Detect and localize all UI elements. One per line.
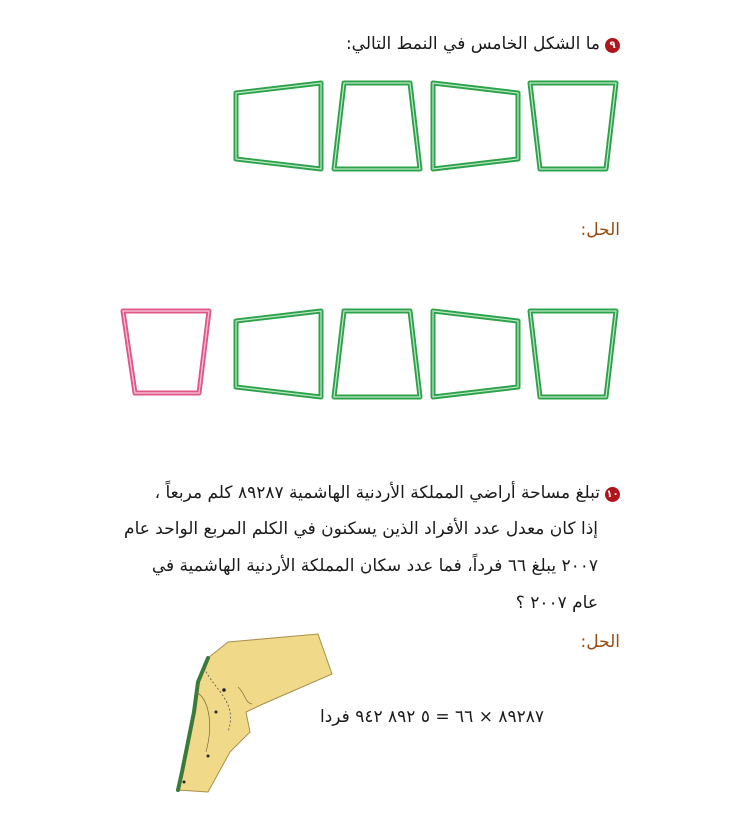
question-number-badge: ٩ bbox=[605, 38, 620, 53]
question-9-text: ما الشكل الخامس في النمط التالي: bbox=[345, 34, 600, 54]
solution-label-2: الحل: bbox=[580, 632, 620, 652]
question-10-line-1 bbox=[155, 481, 620, 505]
pattern-shape-1 bbox=[527, 79, 619, 173]
solution-shape-1 bbox=[527, 307, 619, 401]
question-10-line-3: ٢٠٠٧ يبلغ ٦٦ فرداً، فما عدد سكان المملكة الأردنية الهاشمية في bbox=[151, 556, 598, 576]
question-9 bbox=[346, 32, 620, 56]
solution-shape-3 bbox=[331, 307, 423, 401]
jordan-map-icon bbox=[168, 632, 333, 794]
pattern-shape-3 bbox=[331, 79, 423, 173]
pattern-shape-4 bbox=[233, 79, 325, 173]
question-number-badge: ١٠ bbox=[606, 489, 619, 500]
solution-shape-4 bbox=[233, 307, 325, 401]
question-10-text-1: تبلغ مساحة أراضي المملكة الأردنية الهاشمية ٨٩٢٨٧ كلم مربعاً ، bbox=[154, 483, 600, 503]
question-10-line-2: إذا كان معدل عدد الأفراد الذين يسكنون في الكلم المربع الواحد عام bbox=[124, 519, 598, 539]
solution-shape-5-answer bbox=[120, 307, 212, 401]
solution-equation: ٨٩٢٨٧ × ٦٦ = ٥ ٨٩٢ ٩٤٢ فردا bbox=[320, 707, 545, 727]
pattern-shape-2 bbox=[430, 79, 522, 173]
solution-label-1: الحل: bbox=[580, 220, 620, 240]
solution-shape-2 bbox=[430, 307, 522, 401]
question-10-line-4: عام ٢٠٠٧ ؟ bbox=[515, 593, 598, 613]
